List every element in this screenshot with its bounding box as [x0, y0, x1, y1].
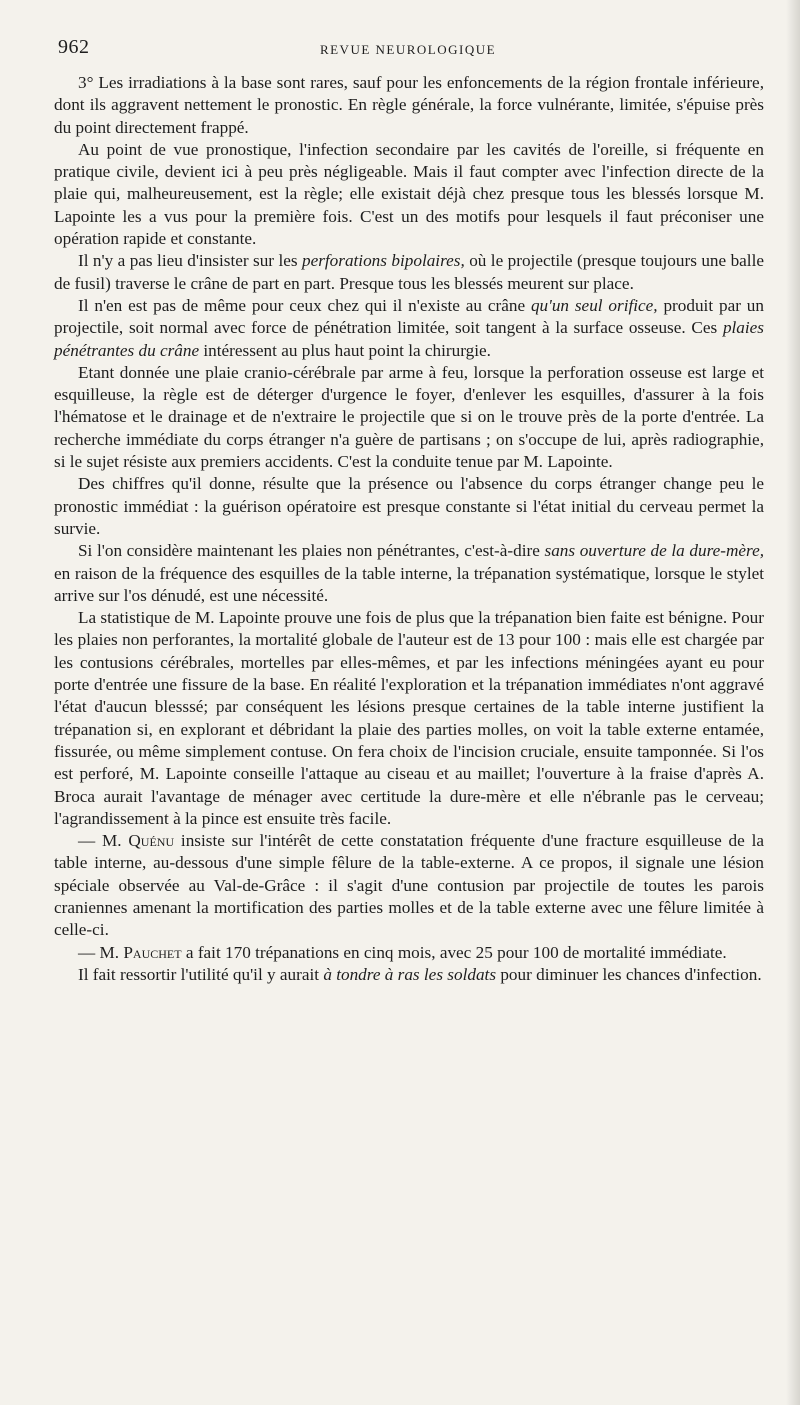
- page-header: [58, 36, 758, 66]
- text-run: Si l'on considère maintenant les plaies non pénétrantes, c'est-à-dire: [78, 541, 545, 561]
- page-number: 962: [58, 36, 90, 58]
- text-run: produit par un projectile, soit normal avec force de pénétration limitée, soit tangent à la surface osseuse. Ces: [54, 295, 764, 338]
- page-edge-shadow: [786, 0, 800, 1405]
- text-run: a fait 170 trépanations en cinq mois, avec 25 pour 100 de mortalité immédiate.: [181, 942, 727, 962]
- text-run: intéressent au plus haut point la chirurgie.: [199, 340, 491, 360]
- article-body: [54, 72, 764, 986]
- paragraph: [54, 830, 764, 941]
- text-run: Il n'en est pas de même pour ceux chez qui il n'existe au crâne: [78, 295, 531, 315]
- text-run: — M.: [78, 831, 129, 851]
- italic-text: sans ouverture de la dure-mère,: [544, 541, 764, 561]
- running-title: REVUE NEUROLOGIQUE: [319, 42, 497, 57]
- text-run: Il fait ressortir l'utilité qu'il y aurait: [78, 964, 324, 984]
- italic-text: qu'un seul orifice,: [530, 295, 658, 315]
- text-run: Au point de vue pronostique, l'infection secondaire par les cavités de l'oreille, si fréquente en pratique civile, devient ici à peu près négligeable. Mais il faut compter avec l'infection directe de la plaie qui, malheureusement, est la règle; elle existait déjà chez presque tous les blessés lorsque M. Lapointe les a vus pour la première fois. C'est un des motifs pour lesquels il faut préconiser une opération rapide et constante.: [54, 139, 764, 249]
- italic-text: perforations bipolaires,: [301, 251, 465, 271]
- paragraph: [54, 250, 764, 295]
- text-run: Etant donnée une plaie cranio-cérébrale par arme à feu, lorsque la perforation osseuse est large et esquilleuse, la règle est de déterger d'urgence le foyer, d'enlever les esquilles, d'assurer à la fois l'hématose et le drainage et de n'extraire le projectile que si on le trouve près de la porte d'entrée. La recherche immédiate du corps étranger n'a guère de partisans ; on s'occupe de lui, après radiographie, si le sujet résiste aux premiers accidents. C'est la conduite tenue par M. Lapointe.: [54, 362, 764, 472]
- text-run: où le projectile (presque toujours une balle de fusil) traverse le crâne de part en part. Presque tous les blessés meurent sur place.: [54, 251, 764, 293]
- paragraph: [54, 362, 764, 473]
- text-run: insiste sur l'intérêt de cette constatation fréquente d'une fracture esquilleuse de la table interne, au-dessous d'une simple fêlure de la table-externe. A ce propos, il signale une lésion spéciale observée au Val-de-Grâce : il s'agit d'une contusion par projectile de toutes les parois craniennes amenant la mortification des parties molles et de la table externe avec une fêlure limitée à celle-ci.: [54, 831, 764, 940]
- text-run: Des chiffres qu'il donne, résulte que la présence ou l'absence du corps étranger change peu le pronostic immédiat : la guérison opératoire est presque constante si l'état initial du cerveau permet la survie.: [54, 474, 764, 538]
- text-run: — M.: [78, 942, 124, 962]
- paragraph: [54, 942, 764, 964]
- paragraph: [54, 540, 764, 607]
- paragraph: [54, 473, 764, 540]
- paragraph: [54, 139, 764, 250]
- text-run: en raison de la fréquence des esquilles de la table interne, la trépanation systématique, lorsque le stylet arrive sur l'os dénudé, est une nécessité.: [54, 563, 764, 605]
- author-name: Quénu: [128, 831, 175, 851]
- text-run: Il n'y a pas lieu d'insister sur les: [78, 251, 302, 271]
- italic-text: plaies pénétrantes du crâne: [54, 318, 764, 360]
- paragraph: [54, 72, 764, 139]
- author-name: Pauchet: [123, 942, 182, 962]
- text-run: La statistique de M. Lapointe prouve une fois de plus que la trépanation bien faite est bénigne. Pour les plaies non perforantes, la mortalité globale de l'auteur est de 13 pour 100 : mais elle est chargée par les contusions cérébrales, mortelles par elles-mêmes, et par les infections méningées ayant eu pour porte d'entrée une fissure de la base. En réalité l'exploration et la trépanation immédiates n'ont aggravé l'état d'aucun blesssé; par conséquent les lésions presque certaines de la table interne justifient la trépanation si, en explorant et débridant la plaie des parties molles, on voit la table externe entamée, fissurée, ou même simplement contuse. On fera choix de l'incision cruciale, ensuite tamponnée. Si l'os est perforé, M. Lapointe conseille l'attaque au ciseau et au maillet; l'ouverture à la fraise d'après A. Broca aurait l'avantage de ménager avec certitude la dure-mère et elle n'ébranle pas le cerveau; l'agrandissement à la pince est ensuite très facile.: [54, 608, 764, 828]
- text-run: 3° Les irradiations à la base sont rares, sauf pour les enfoncements de la région frontale inférieure, dont ils aggravent nettement le pronostic. En règle générale, la force vulnérante, limitée, s'épuise près du point directement frappé.: [54, 73, 764, 137]
- paragraph: [54, 295, 764, 362]
- paragraph: [54, 607, 764, 830]
- paragraph: [54, 964, 764, 986]
- italic-text: à tondre à ras les soldats: [323, 964, 497, 984]
- text-run: pour diminuer les chances d'infection.: [496, 964, 762, 984]
